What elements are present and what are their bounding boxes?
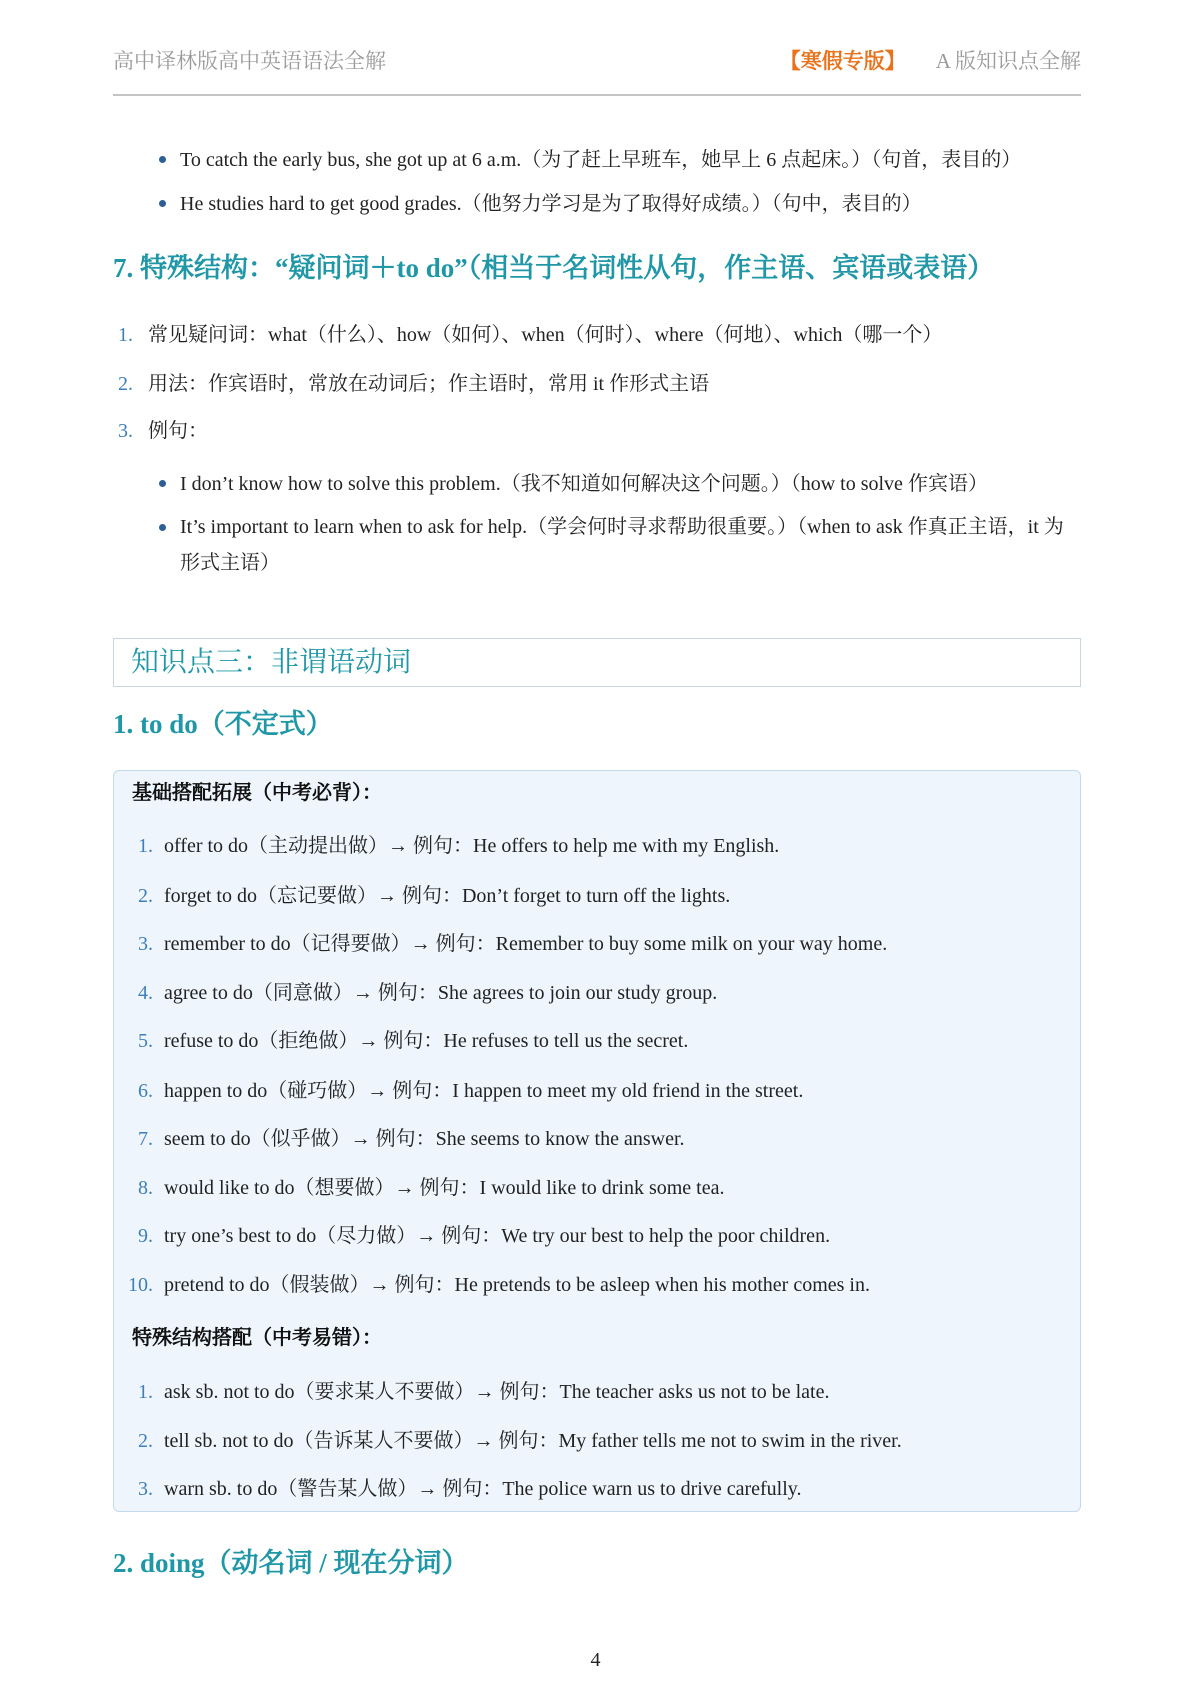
list-number: 3. bbox=[118, 420, 133, 442]
header-divider bbox=[113, 94, 1081, 96]
list-number: 3. bbox=[138, 1478, 153, 1500]
list-item: ask sb. not to do（要求某人不要做）→ 例句：The teacher asks us not to be late. bbox=[164, 1381, 830, 1403]
list-number: 4. bbox=[138, 982, 153, 1004]
example-sentence: I don’t know how to solve this problem.（我不知道如何解决这个问题。）（how to solve 作宾语） bbox=[180, 473, 988, 495]
list-number: 1. bbox=[138, 835, 153, 857]
header-title: 高中译林版高中英语语法全解 bbox=[113, 49, 386, 73]
list-number: 2. bbox=[118, 373, 133, 395]
list-item: 例句： bbox=[148, 420, 208, 442]
bullet-item: To catch the early bus, she got up at 6 a.m.（为了赶上早班车，她早上 6 点起床。）（句首，表目的） bbox=[180, 149, 1022, 171]
list-number: 2. bbox=[138, 885, 153, 907]
list-number: 1. bbox=[118, 324, 133, 346]
list-item: try one’s best to do（尽力做）→ 例句：We try our best to help the poor children. bbox=[164, 1225, 831, 1247]
list-item: seem to do（似乎做）→ 例句：She seems to know the answer. bbox=[164, 1128, 685, 1150]
list-number: 1. bbox=[138, 1381, 153, 1403]
edition-badge: 【寒假专版】 bbox=[779, 49, 906, 73]
list-item: would like to do（想要做）→ 例句：I would like to drink some tea. bbox=[164, 1177, 725, 1199]
list-item: offer to do（主动提出做）→ 例句：He offers to help me with my English. bbox=[164, 835, 780, 857]
list-item: pretend to do（假装做）→ 例句：He pretends to be asleep when his mother comes in. bbox=[164, 1274, 870, 1296]
panel-subtitle: 特殊结构搭配（中考易错）： bbox=[132, 1327, 382, 1349]
bullet-icon bbox=[159, 200, 166, 207]
list-number: 3. bbox=[138, 933, 153, 955]
list-item: 用法：作宾语时，常放在动词后；作主语时，常用 it 作形式主语 bbox=[148, 373, 710, 395]
list-number: 5. bbox=[138, 1030, 153, 1052]
list-number: 7. bbox=[138, 1128, 153, 1150]
list-item: forget to do（忘记要做）→ 例句：Don’t forget to turn off the lights. bbox=[164, 885, 731, 907]
list-item: happen to do（碰巧做）→ 例句：I happen to meet my old friend in the street. bbox=[164, 1080, 804, 1102]
header-right bbox=[780, 48, 1081, 74]
panel-subtitle: 基础搭配拓展（中考必背）： bbox=[132, 782, 382, 804]
list-item: remember to do（记得要做）→ 例句：Remember to buy some milk on your way home. bbox=[164, 933, 888, 955]
page-number: 4 bbox=[590, 1649, 601, 1671]
list-item: tell sb. not to do（告诉某人不要做）→ 例句：My father tells me not to swim in the river. bbox=[164, 1430, 902, 1452]
collocation-panel bbox=[113, 770, 1081, 1512]
list-item: warn sb. to do（警告某人做）→ 例句：The police warn us to drive carefully. bbox=[164, 1478, 802, 1500]
list-item: refuse to do（拒绝做）→ 例句：He refuses to tell us the secret. bbox=[164, 1030, 689, 1052]
section-heading: 7. 特殊结构：“疑问词＋to do”（相当于名词性从句，作主语、宾语或表语） bbox=[113, 253, 995, 283]
list-number: 10. bbox=[128, 1274, 153, 1296]
example-sentence: It’s important to learn when to ask for help.（学会何时寻求帮助很重要。）（when to ask 作真正主语，it 为形式主语） bbox=[180, 516, 1064, 574]
bullet-icon bbox=[159, 480, 166, 487]
bullet-icon bbox=[159, 524, 166, 531]
subsection-heading: 2. doing（动名词 / 现在分词） bbox=[113, 1548, 469, 1578]
bullet-item: He studies hard to get good grades.（他努力学习是为了取得好成绩。）（句中，表目的） bbox=[180, 193, 922, 215]
list-item: agree to do（同意做）→ 例句：She agrees to join our study group. bbox=[164, 982, 718, 1004]
list-number: 8. bbox=[138, 1177, 153, 1199]
knowledge-point-box bbox=[113, 638, 1081, 687]
bullet-icon bbox=[159, 156, 166, 163]
knowledge-point-title: 知识点三：非谓语动词 bbox=[131, 647, 412, 678]
list-item: 常见疑问词：what（什么）、how（如何）、when（何时）、where（何地）、which（哪一个） bbox=[148, 324, 943, 346]
list-number: 6. bbox=[138, 1080, 153, 1102]
list-number: 2. bbox=[138, 1430, 153, 1452]
subsection-heading: 1. to do（不定式） bbox=[113, 709, 333, 739]
header-subtitle: A 版知识点全解 bbox=[935, 49, 1081, 73]
list-number: 9. bbox=[138, 1225, 153, 1247]
